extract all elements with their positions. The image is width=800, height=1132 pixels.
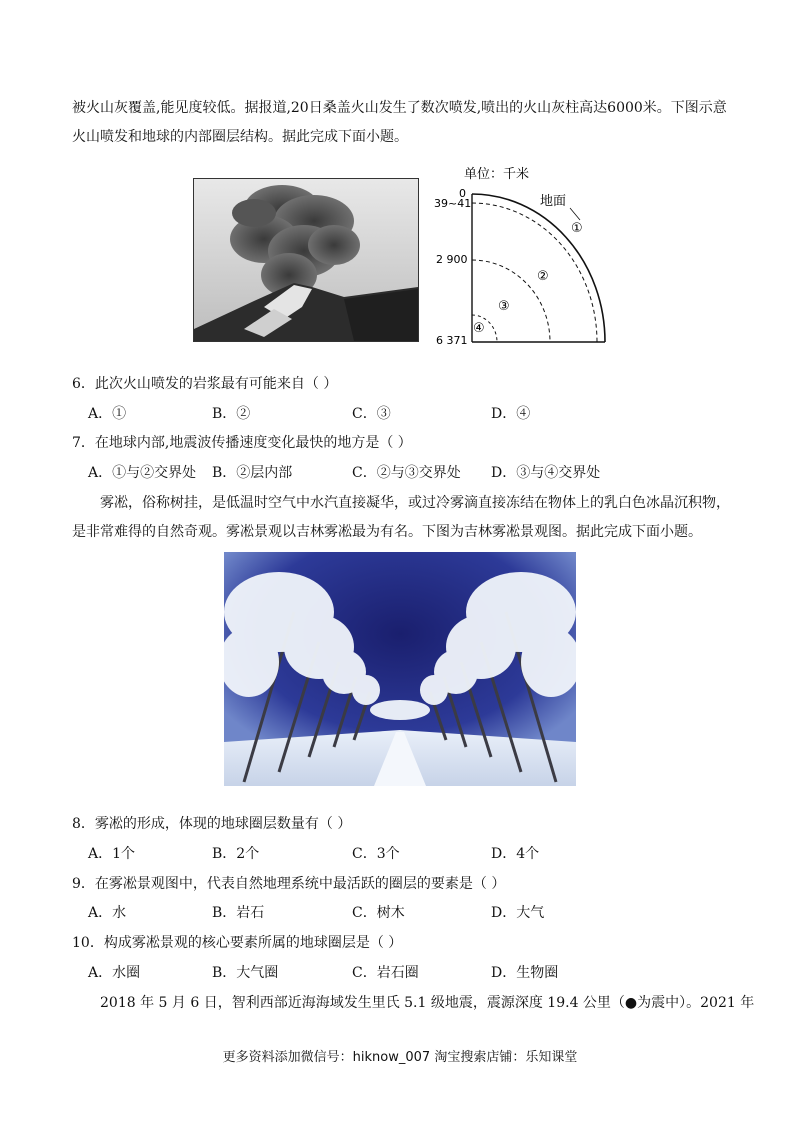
- layer-label-2: ②: [537, 269, 549, 284]
- rime-landscape-photo: [224, 552, 576, 786]
- page-footer: 更多资料添加微信号：hiknow_007 淘宝搜索店铺：乐知课堂: [222, 1050, 578, 1065]
- question-10-stem: 10．构成雾凇景观的核心要素所属的地球圈层是（ ）: [72, 935, 403, 951]
- depth-label-mantle: 2 900: [436, 253, 468, 266]
- intro-line-2: 火山喷发和地球的内部圈层结构。据此完成下面小题。: [72, 129, 408, 145]
- ground-surface-arc: [472, 194, 605, 342]
- question-10-option-c[interactable]: C．岩石圈: [352, 965, 419, 981]
- question-6-option-d[interactable]: D．④: [491, 406, 531, 422]
- depth-label-0: 0: [459, 187, 466, 200]
- question-9-stem: 9．在雾凇景观图中，代表自然地理系统中最活跃的圈层的要素是（ ）: [72, 876, 506, 892]
- question-7-option-d[interactable]: D．③与④交界处: [491, 465, 601, 481]
- question-10-options: [88, 963, 708, 983]
- ground-leader-line: [570, 208, 580, 220]
- diagram-unit: 单位：千米: [464, 167, 530, 182]
- intro-line-1: 被火山灰覆盖,能见度较低。据报道,20日桑盖火山发生了数次喷发,喷出的火山灰柱高达6000米。下图示意: [72, 100, 727, 116]
- rime-landscape-image: [224, 552, 576, 786]
- layer-label-4: ④: [473, 321, 485, 336]
- question-7-options: [88, 463, 708, 483]
- question-9-option-b[interactable]: B．岩石: [212, 905, 265, 921]
- question-10-option-a[interactable]: A．水圈: [88, 965, 141, 981]
- earth-layers-figure: [430, 160, 630, 350]
- question-8-option-a[interactable]: A．1个: [88, 846, 136, 862]
- question-9-option-c[interactable]: C．树木: [352, 905, 405, 921]
- question-6-stem: 6．此次火山喷发的岩浆最有可能来自（ ）: [72, 376, 338, 392]
- question-10-option-b[interactable]: B．大气圈: [212, 965, 279, 981]
- question-10-option-d[interactable]: D．生物圈: [491, 965, 559, 981]
- ground-label: 地面: [540, 194, 567, 209]
- question-7-option-c[interactable]: C．②与③交界处: [352, 465, 461, 481]
- question-9-options: [88, 903, 708, 923]
- depth-label-crust: 39~41: [434, 197, 472, 210]
- passage-rime-line-1: 雾凇，俗称树挂，是低温时空气中水汽直接凝华，或过冷雾滴直接冻结在物体上的乳白色冰晶沉积物，: [100, 495, 730, 511]
- question-9-option-a[interactable]: A．水: [88, 905, 127, 921]
- question-8-option-d[interactable]: D．4个: [491, 846, 540, 862]
- question-8-option-b[interactable]: B．2个: [212, 846, 260, 862]
- question-8-options: [88, 844, 708, 864]
- volcano-eruption-image: [194, 179, 418, 341]
- layer-label-3: ③: [498, 299, 510, 314]
- question-6-option-b[interactable]: B．②: [212, 406, 251, 422]
- passage-rime-line-2: 是非常难得的自然奇观。雾凇景观以吉林雾凇最为有名。下图为吉林雾凇景观图。据此完成下面小题。: [72, 524, 702, 540]
- question-6-option-c[interactable]: C．③: [352, 406, 391, 422]
- passage-earthquake-line-1: 2018 年 5 月 6 日，智利西部近海海域发生里氏 5.1 级地震，震源深度 19.4 公里（●为震中）。2021 年: [100, 995, 755, 1011]
- depth-label-center: 6 371: [436, 334, 468, 347]
- volcano-eruption-photo: [193, 178, 419, 342]
- question-7-option-a[interactable]: A．①与②交界处: [88, 465, 197, 481]
- earth-layers-diagram: [430, 160, 630, 350]
- layer-label-1: ①: [571, 221, 583, 236]
- question-8-stem: 8．雾凇的形成，体现的地球圈层数量有（ ）: [72, 816, 352, 832]
- question-9-option-d[interactable]: D．大气: [491, 905, 545, 921]
- question-8-option-c[interactable]: C．3个: [352, 846, 400, 862]
- question-7-stem: 7．在地球内部,地震波传播速度变化最快的地方是（ ）: [72, 435, 412, 451]
- question-7-option-b[interactable]: B．②层内部: [212, 465, 293, 481]
- question-6-option-a[interactable]: A．①: [88, 406, 127, 422]
- question-6-options: [88, 404, 708, 424]
